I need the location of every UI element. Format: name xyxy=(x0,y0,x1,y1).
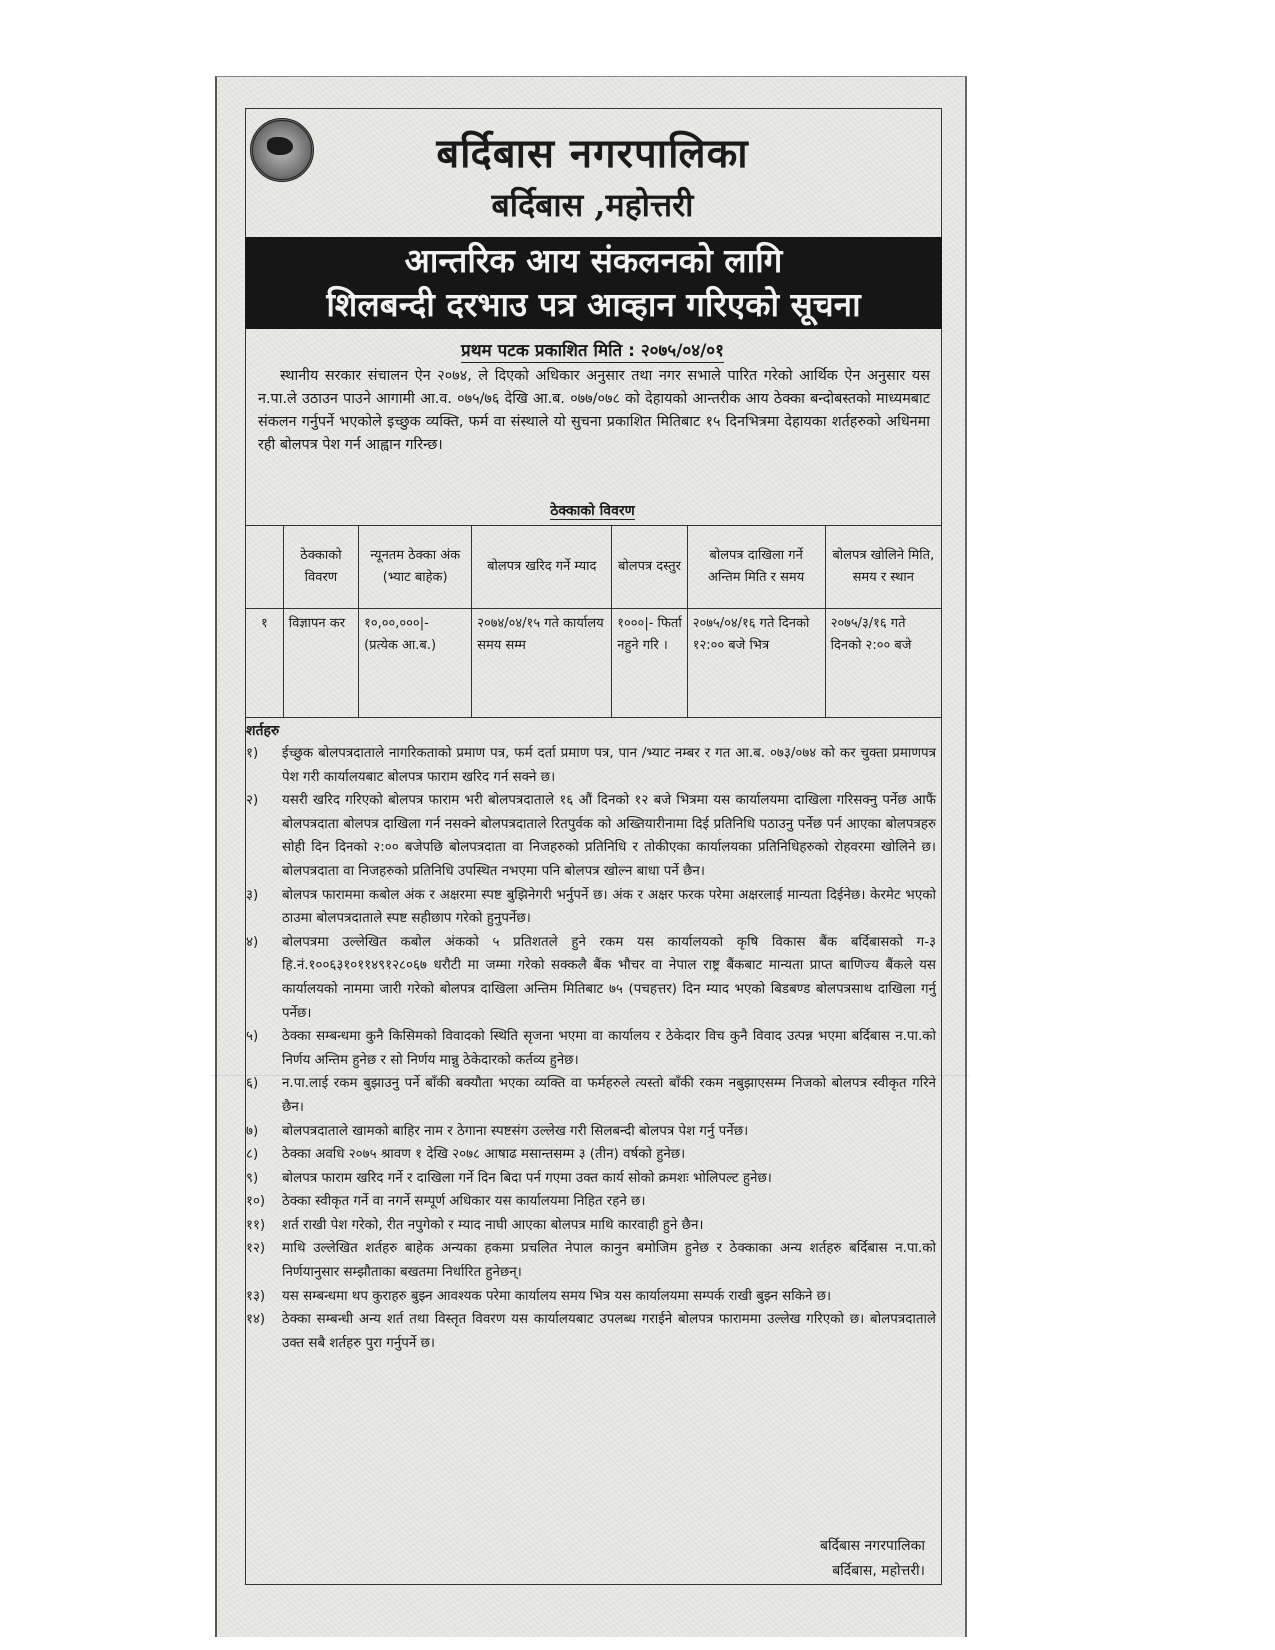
term-number: २) xyxy=(246,793,259,809)
term-text: न.पा.लाई रकम बुझाउनु पर्ने बाँकी बक्यौता भएका व्यक्ति वा फर्महरुले त्यस्तो बाँकी रकम नबुझाएसम्म निजको बोलपत्र स्वीकृत गरिने छैन। xyxy=(282,1076,936,1115)
table-row xyxy=(246,609,942,718)
table-cell-serial: १ xyxy=(246,609,284,718)
table-header-cell: न्यूनतम ठेक्का अंक (भ्याट बाहेक) xyxy=(359,526,472,609)
table-cell-min-amount: १०,००,०००|- (प्रत्येक आ.ब.) xyxy=(359,609,472,718)
list-item xyxy=(246,742,936,789)
list-item xyxy=(246,1308,936,1355)
table-header-cell: बोलपत्र दाखिला गर्ने अन्तिम मिति र समय xyxy=(687,526,825,609)
term-number: ४) xyxy=(246,934,259,950)
term-text: ठेक्का स्वीकृत गर्ने वा नगर्ने सम्पूर्ण अधिकार यस कार्यालयमा निहित रहने छ। xyxy=(282,1194,646,1210)
list-item xyxy=(246,1190,936,1214)
term-number: १२) xyxy=(246,1241,266,1257)
table-header-cell: बोलपत्र खोलिने मिति, समय र स्थान xyxy=(825,526,941,609)
term-text: ईच्छुक बोलपत्रदाताले नागरिकताको प्रमाण पत्र, फर्म दर्ता प्रमाण पत्र, पान /भ्याट नम्बर र गत आ.ब. ०७३/०७४ को कर चुक्ता प्रमाणपत्र पेश गरी कार्यालयबाट बोलपत्र फाराम खरिद गर्न सक्ने छ। xyxy=(282,746,936,785)
list-item xyxy=(246,1072,936,1119)
term-text: यस सम्बन्धमा थप कुराहरु बुझ्न आवश्यक परेमा कार्यालय समय भित्र यस कार्यालयमा सम्पर्क राखी बुझ्न सकिने छ। xyxy=(282,1288,832,1304)
table-title-text: ठेक्काको विवरण xyxy=(550,503,635,519)
list-item xyxy=(246,931,936,1025)
term-text: माथि उल्लेखित शर्तहरु बाहेक अन्यका हकमा प्रचलित नेपाल कानुन बमोजिम हुनेछ र ठेक्काका अन्य शर्तहरु बर्दिबास न.पा.को निर्णयानुसार सम्झौताका बखतमा निर्धारित हुनेछन्। xyxy=(282,1241,936,1281)
term-text: बोलपत्र फाराम खरिद गर्ने र दाखिला गर्ने दिन बिदा पर्न गएमा उक्त कार्य सोको क्रमशः भोलिपल्ट हुनेछ। xyxy=(282,1170,772,1186)
table-header-row xyxy=(246,526,942,609)
term-text: शर्त राखी पेश गरेको, रीत नपुगेको र म्याद नाघी आएका बोलपत्र माथि कारवाही हुने छैन। xyxy=(282,1217,704,1233)
term-text: ठेक्का सम्बन्धमा कुनै किसिमको विवादको स्थिति सृजना भएमा वा कार्यालय र ठेकेदार विच कुनै विवाद उत्पन्न भएमा बर्दिबास न.पा.को निर्णय अन्तिम हुनेछ र सो निर्णय मान्नु ठेकेदारको कर्तव्य हुनेछ। xyxy=(282,1029,936,1068)
list-item xyxy=(246,1285,936,1309)
notice-title-line-2: शिलबन्दी दरभाउ पत्र आव्हान गरिएको सूचना xyxy=(326,285,861,324)
term-number: ६) xyxy=(246,1076,259,1092)
term-number: ९) xyxy=(246,1170,259,1186)
term-text: ठेक्का अवधि २०७५ श्रावण १ देखि २०७८ आषाढ मसान्तसम्म ३ (तीन) वर्षको हुनेछ। xyxy=(282,1147,686,1163)
notice-title-line-1: आन्तरिक आय संकलनको लागि xyxy=(404,241,783,280)
term-number: १३) xyxy=(246,1288,266,1304)
term-text: बोलपत्र फाराममा कबोल अंक र अक्षरमा स्पष्ट बुझिनेगरी भर्नुपर्ने छ। अंक र अक्षर फरक परेमा अक्षरलाई मान्यता दिईनेछ। केरमेट भएको ठाउमा बोलपत्रदाताले स्पष्ट सहीछाप गरेको हुनुपर्नेछ। xyxy=(282,887,936,927)
term-text: यसरी खरिद गरिएको बोलपत्र फाराम भरी बोलपत्रदाताले १६ औं दिनको १२ बजे भित्रमा यस कार्यालयमा दाखिला गरिसक्नु पर्नेछ आफैं बोलपत्रदाता बोलपत्र दाखिला गर्न नसक्ने बोलपत्रदाताले रितपुर्वक को अख्तियारीनामा दिई प्रतिनिधि पठाउनु पर्नेछ पर्न आएका बोलपत्रहरु सोही दिन दिनको २:०० बजेपछि बोलपत्रदाता वा निजहरुको प्रतिनिधि र तोकीएका कार्यालयका प्रतिनिधिहरुको रोहवरमा खोलिने छ। बोलपत्रदाता वा निजहरुको प्रतिनिधि उपस्थित नभएमा पनि बोलपत्र खोल्न बाधा पर्ने छैन। xyxy=(282,793,936,879)
term-number: ७) xyxy=(246,1123,259,1139)
signature-org: बर्दिबास नगरपालिका xyxy=(819,1538,925,1554)
table-cell-submission-deadline: २०७५/०४/१६ गते दिनको १२:०० बजे भित्र xyxy=(687,609,825,718)
table-header-cell xyxy=(246,526,284,609)
table-cell-description: विज्ञापन कर xyxy=(283,609,358,718)
term-text: बोलपत्रदाताले खामको बाहिर नाम र ठेगाना स्पष्टसंग उल्लेख गरी सिलबन्दी बोलपत्र पेश गर्नु पर्नेछ। xyxy=(282,1123,749,1139)
term-number: १४) xyxy=(246,1312,266,1328)
list-item xyxy=(246,1167,936,1191)
signature-location: बर्दिबास, महोत्तरी। xyxy=(832,1563,925,1579)
contract-details-table xyxy=(245,525,942,718)
term-text: बोलपत्रमा उल्लेखित कबोल अंकको ५ प्रतिशतले हुने रकम यस कार्यालयको कृषि विकास बैंक बर्दिबासको ग-३ हि.नं.१००६३१०११४९१२८०६७ धरौटी मा जम्मा गरेको सक्कलै बैंक भौचर वा नेपाल राष्ट्र बैंकबाट मान्यता प्राप्त बाणिज्य बैंकले यस कार्यालयको नाममा जारी गरेको बोलपत्र दाखिला अन्तिम मितिबाट ७५ (पचहत्तर) दिन म्याद भएको बिडबण्ड बोलपत्रसाथ दाखिला गर्नु पर्नेछ। xyxy=(282,934,936,1021)
table-title xyxy=(245,501,940,520)
term-number: ८) xyxy=(246,1147,259,1163)
list-item xyxy=(246,1237,936,1284)
terms-heading: शर्तहरु xyxy=(246,723,280,739)
term-number: ११) xyxy=(246,1217,266,1233)
list-item xyxy=(246,1143,936,1167)
organization-location: बर्दिबास ,महोत्तरी xyxy=(491,186,694,224)
table-header-cell: बोलपत्र दस्तुर xyxy=(612,526,687,609)
notice-title-banner xyxy=(245,237,942,329)
list-item xyxy=(246,1025,936,1072)
signature-block xyxy=(820,1534,925,1584)
list-item xyxy=(246,789,936,883)
organization-name: बर्दिबास नगरपालिका xyxy=(436,130,749,177)
term-number: ३) xyxy=(246,887,259,903)
table-cell-fee: १०००|- फिर्ता नहुने गरि । xyxy=(612,609,687,718)
list-item xyxy=(246,1120,936,1144)
table-cell-opening-time: २०७५/३/१६ गते दिनको २:०० बजे xyxy=(825,609,941,718)
table-header-cell: बोलपत्र खरिद गर्ने म्याद xyxy=(472,526,612,609)
term-number: ५) xyxy=(246,1029,259,1045)
table-cell-purchase-deadline: २०७४/०४/१५ गते कार्यालय समय सम्म xyxy=(472,609,612,718)
term-text: ठेक्का सम्बन्धी अन्य शर्त तथा विस्तृत विवरण यस कार्यालयबाट उपलब्ध गराईने बोलपत्र फाराममा उल्लेख गरिएको छ। बोलपत्रदाताले उक्त सबै शर्तहरु पुरा गर्नुपर्ने छ। xyxy=(282,1312,936,1351)
terms-list xyxy=(246,742,936,1355)
list-item xyxy=(246,884,936,931)
term-number: १) xyxy=(246,746,259,761)
list-item xyxy=(246,1214,936,1238)
table-header-cell: ठेक्काको विवरण xyxy=(283,526,358,609)
publication-date xyxy=(245,338,940,361)
publication-date-text: प्रथम पटक प्रकाशित मिति : २०७५/०४/०१ xyxy=(461,341,724,361)
term-number: १०) xyxy=(246,1194,266,1210)
intro-paragraph: स्थानीय सरकार संचालन ऐन २०७४, ले दिएको अधिकार अनुसार तथा नगर सभाले पारित गरेको आर्थिक ऐन अनुसार यस न.पा.ले उठाउन पाउने आगामी आ.व. ०७५/७६ देखि आ.ब. ०७७/०७८ को देहायको आन्तरीक आय ठेक्का बन्दोबस्तको माध्यमबाट संकलन गर्नुपर्ने भएकोले इच्छुक व्यक्ति, फर्म वा संस्थाले यो सुचना प्रकाशित मितिबाट १५ दिनभित्रमा देहायका शर्तहरुको अधिनमा रही बोलपत्र पेश गर्न आह्वान गरिन्छ। xyxy=(258,368,930,453)
